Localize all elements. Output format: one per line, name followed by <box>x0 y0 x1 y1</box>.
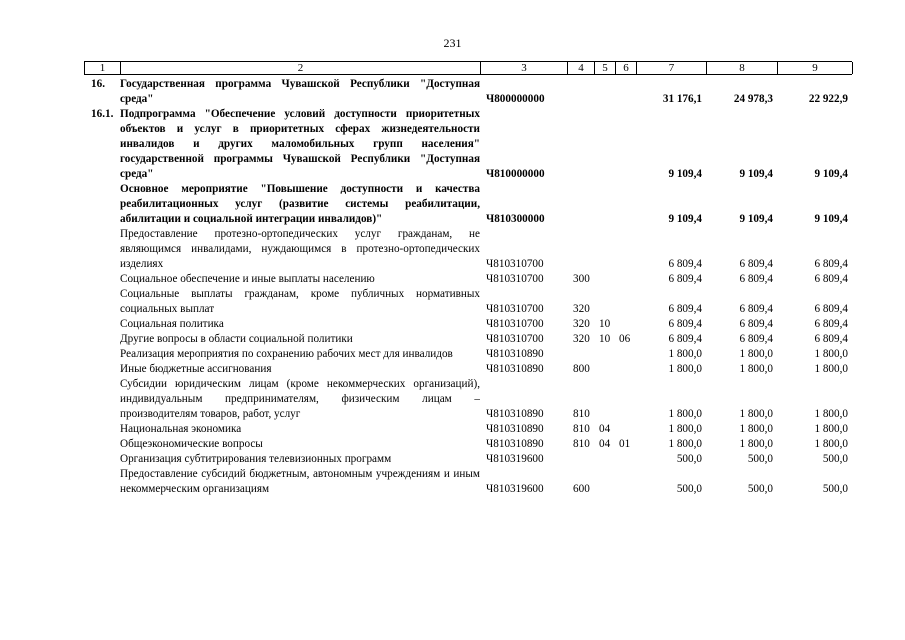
row-code: Ч800000000 <box>486 93 545 105</box>
row-value-9: 6 809,4 <box>814 333 848 345</box>
table-row <box>84 377 852 422</box>
table-body <box>84 77 852 497</box>
row-value-7: 1 800,0 <box>668 363 702 375</box>
row-col6 <box>615 422 636 437</box>
row-number <box>84 347 120 362</box>
row-code: Ч810310890 <box>486 363 544 375</box>
header-cell: 6 <box>616 62 637 74</box>
row-value-8: 6 809,4 <box>739 273 773 285</box>
page-number: 231 <box>443 36 462 50</box>
row-name: Социальная политика <box>120 318 224 330</box>
header-cell: 5 <box>595 62 616 74</box>
row-number <box>84 377 120 422</box>
row-value-8: 6 809,4 <box>739 318 773 330</box>
row-name: Предоставление протезно-ортопедических услуг гражданам, не являющимся инвалидами, нуждающимся в протезно-ортопедических изделиях <box>120 228 480 270</box>
row-col4 <box>567 452 594 467</box>
row-code: Ч810310890 <box>486 438 544 450</box>
row-value-8: 1 800,0 <box>739 438 773 450</box>
row-value-9: 6 809,4 <box>814 318 848 330</box>
row-col4: 600 <box>573 483 590 495</box>
row-code: Ч810319600 <box>486 483 544 495</box>
row-value-9: 1 800,0 <box>814 363 848 375</box>
row-name: Иные бюджетные ассигнования <box>120 363 272 375</box>
row-col6 <box>615 227 636 272</box>
row-name: Субсидии юридическим лицам (кроме некоммерческих организаций), индивидуальным предпринимателям, физическим лицам – производителям товаров, работ, услуг <box>120 378 480 420</box>
header-cell: 2 <box>121 62 481 74</box>
row-col4: 810 <box>573 408 590 420</box>
row-col6 <box>615 272 636 287</box>
row-value-8: 500,0 <box>747 453 773 465</box>
row-col6 <box>615 377 636 422</box>
row-value-7: 1 800,0 <box>668 408 702 420</box>
row-code: Ч810310890 <box>486 348 544 360</box>
row-col5: 10 <box>599 318 611 330</box>
row-name: Реализация мероприятия по сохранению рабочих мест для инвалидов <box>120 348 453 360</box>
table-row <box>84 107 852 182</box>
row-value-9: 500,0 <box>822 453 848 465</box>
row-name: Основное мероприятие "Повышение доступности и качества реабилитационных услуг (развитие системы реабилитации, абилитации и социальной интеграции инвалидов)" <box>120 183 480 225</box>
row-col5 <box>594 107 615 182</box>
row-name: Предоставление субсидий бюджетным, автономным учреждениям и иным некоммерческим организациям <box>120 468 480 495</box>
row-code: Ч810310700 <box>486 303 544 315</box>
row-col5: 04 <box>599 438 611 450</box>
row-name: Социальное обеспечение и иные выплаты населению <box>120 273 375 285</box>
table-row <box>84 272 852 287</box>
row-value-7: 1 800,0 <box>668 438 702 450</box>
table-row <box>84 287 852 317</box>
row-code: Ч810310890 <box>486 423 544 435</box>
row-value-7: 6 809,4 <box>668 258 702 270</box>
row-value-8: 9 109,4 <box>739 213 773 225</box>
table-row <box>84 422 852 437</box>
row-number <box>84 437 120 452</box>
row-value-9: 6 809,4 <box>814 273 848 285</box>
row-number: 16. <box>91 78 105 90</box>
row-col5 <box>594 347 615 362</box>
row-value-9: 6 809,4 <box>814 303 848 315</box>
row-value-8: 6 809,4 <box>739 333 773 345</box>
row-col4 <box>567 182 594 227</box>
row-number <box>84 362 120 377</box>
row-number: 16.1. <box>91 108 114 120</box>
row-value-7: 6 809,4 <box>668 318 702 330</box>
table-row <box>84 467 852 497</box>
row-value-8: 1 800,0 <box>739 423 773 435</box>
row-value-8: 1 800,0 <box>739 363 773 375</box>
table-row <box>84 437 852 452</box>
row-value-7: 500,0 <box>676 453 702 465</box>
header-cell: 8 <box>707 62 778 74</box>
row-number <box>84 422 120 437</box>
row-col6: 06 <box>619 333 631 345</box>
table-header <box>84 61 852 75</box>
row-name: Общеэкономические вопросы <box>120 438 263 450</box>
row-col5 <box>594 362 615 377</box>
row-col4: 300 <box>573 273 590 285</box>
row-col6 <box>615 347 636 362</box>
row-col5: 04 <box>599 423 611 435</box>
row-code: Ч810310890 <box>486 408 544 420</box>
row-value-7: 500,0 <box>676 483 702 495</box>
row-col5 <box>594 227 615 272</box>
row-col6 <box>615 362 636 377</box>
row-code: Ч810310700 <box>486 273 544 285</box>
row-name: Другие вопросы в области социальной политики <box>120 333 353 345</box>
header-cell: 9 <box>778 62 853 74</box>
row-value-8: 6 809,4 <box>739 303 773 315</box>
row-col4: 810 <box>573 423 590 435</box>
row-col4: 810 <box>573 438 590 450</box>
row-value-9: 9 109,4 <box>814 168 848 180</box>
row-col5 <box>594 272 615 287</box>
row-value-9: 1 800,0 <box>814 423 848 435</box>
row-code: Ч810310700 <box>486 258 544 270</box>
row-name: Подпрограмма "Обеспечение условий доступности приоритетных объектов и услуг в приоритетных сферах жизнедеятельности инвалидов и других маломобильных групп населения" государственной программы Чувашской Республики "Доступная среда" <box>120 108 480 180</box>
row-col4 <box>567 107 594 182</box>
header-cell: 1 <box>85 62 121 74</box>
row-value-7: 1 800,0 <box>668 423 702 435</box>
row-number <box>84 452 120 467</box>
budget-table <box>84 77 852 497</box>
row-col4 <box>567 77 594 107</box>
row-col6 <box>615 77 636 107</box>
row-value-8: 500,0 <box>747 483 773 495</box>
row-col4: 320 <box>573 333 590 345</box>
row-value-7: 6 809,4 <box>668 303 702 315</box>
row-code: Ч810310700 <box>486 333 544 345</box>
row-value-7: 6 809,4 <box>668 333 702 345</box>
row-value-8: 1 800,0 <box>739 408 773 420</box>
row-value-9: 1 800,0 <box>814 438 848 450</box>
row-number <box>84 272 120 287</box>
row-code: Ч810300000 <box>486 213 545 225</box>
row-number <box>84 227 120 272</box>
row-value-7: 9 109,4 <box>668 213 702 225</box>
row-col6 <box>615 182 636 227</box>
row-name: Государственная программа Чувашской Республики "Доступная среда" <box>120 78 480 105</box>
header-cell: 7 <box>637 62 707 74</box>
table-row <box>84 227 852 272</box>
row-col5 <box>594 467 615 497</box>
row-value-9: 1 800,0 <box>814 408 848 420</box>
table-row <box>84 362 852 377</box>
table-row <box>84 182 852 227</box>
row-number <box>84 287 120 317</box>
row-value-8: 9 109,4 <box>739 168 773 180</box>
table-row <box>84 77 852 107</box>
row-value-8: 6 809,4 <box>739 258 773 270</box>
row-value-9: 22 922,9 <box>808 93 848 105</box>
row-name: Социальные выплаты гражданам, кроме публичных нормативных социальных выплат <box>120 288 480 315</box>
row-name: Организация субтитрирования телевизионных программ <box>120 453 392 465</box>
row-value-9: 6 809,4 <box>814 258 848 270</box>
row-code: Ч810310700 <box>486 318 544 330</box>
row-col6 <box>615 467 636 497</box>
row-code: Ч810000000 <box>486 168 545 180</box>
row-name: Национальная экономика <box>120 423 242 435</box>
row-value-7: 9 109,4 <box>668 168 702 180</box>
row-col6: 01 <box>619 438 631 450</box>
row-value-8: 1 800,0 <box>739 348 773 360</box>
row-col5 <box>594 452 615 467</box>
row-col4 <box>567 347 594 362</box>
row-col5: 10 <box>599 333 611 345</box>
row-col4: 800 <box>573 363 590 375</box>
row-value-9: 9 109,4 <box>814 213 848 225</box>
row-col5 <box>594 77 615 107</box>
row-col6 <box>615 107 636 182</box>
row-value-8: 24 978,3 <box>733 93 773 105</box>
header-cell: 3 <box>481 62 568 74</box>
table-row <box>84 317 852 332</box>
row-value-7: 6 809,4 <box>668 273 702 285</box>
table-row <box>84 452 852 467</box>
row-number <box>84 182 120 227</box>
row-col4: 320 <box>573 318 590 330</box>
row-value-7: 1 800,0 <box>668 348 702 360</box>
header-cell: 4 <box>568 62 595 74</box>
row-value-7: 31 176,1 <box>662 93 702 105</box>
row-col5 <box>594 377 615 422</box>
table-row <box>84 347 852 362</box>
row-code: Ч810319600 <box>486 453 544 465</box>
row-number <box>84 467 120 497</box>
row-col6 <box>615 452 636 467</box>
row-col4 <box>567 227 594 272</box>
row-number <box>84 332 120 347</box>
row-value-9: 500,0 <box>822 483 848 495</box>
row-number <box>84 317 120 332</box>
table-row <box>84 332 852 347</box>
row-col5 <box>594 182 615 227</box>
row-col5 <box>594 287 615 317</box>
row-col6 <box>615 287 636 317</box>
row-value-9: 1 800,0 <box>814 348 848 360</box>
row-col4: 320 <box>573 303 590 315</box>
row-col6 <box>615 317 636 332</box>
